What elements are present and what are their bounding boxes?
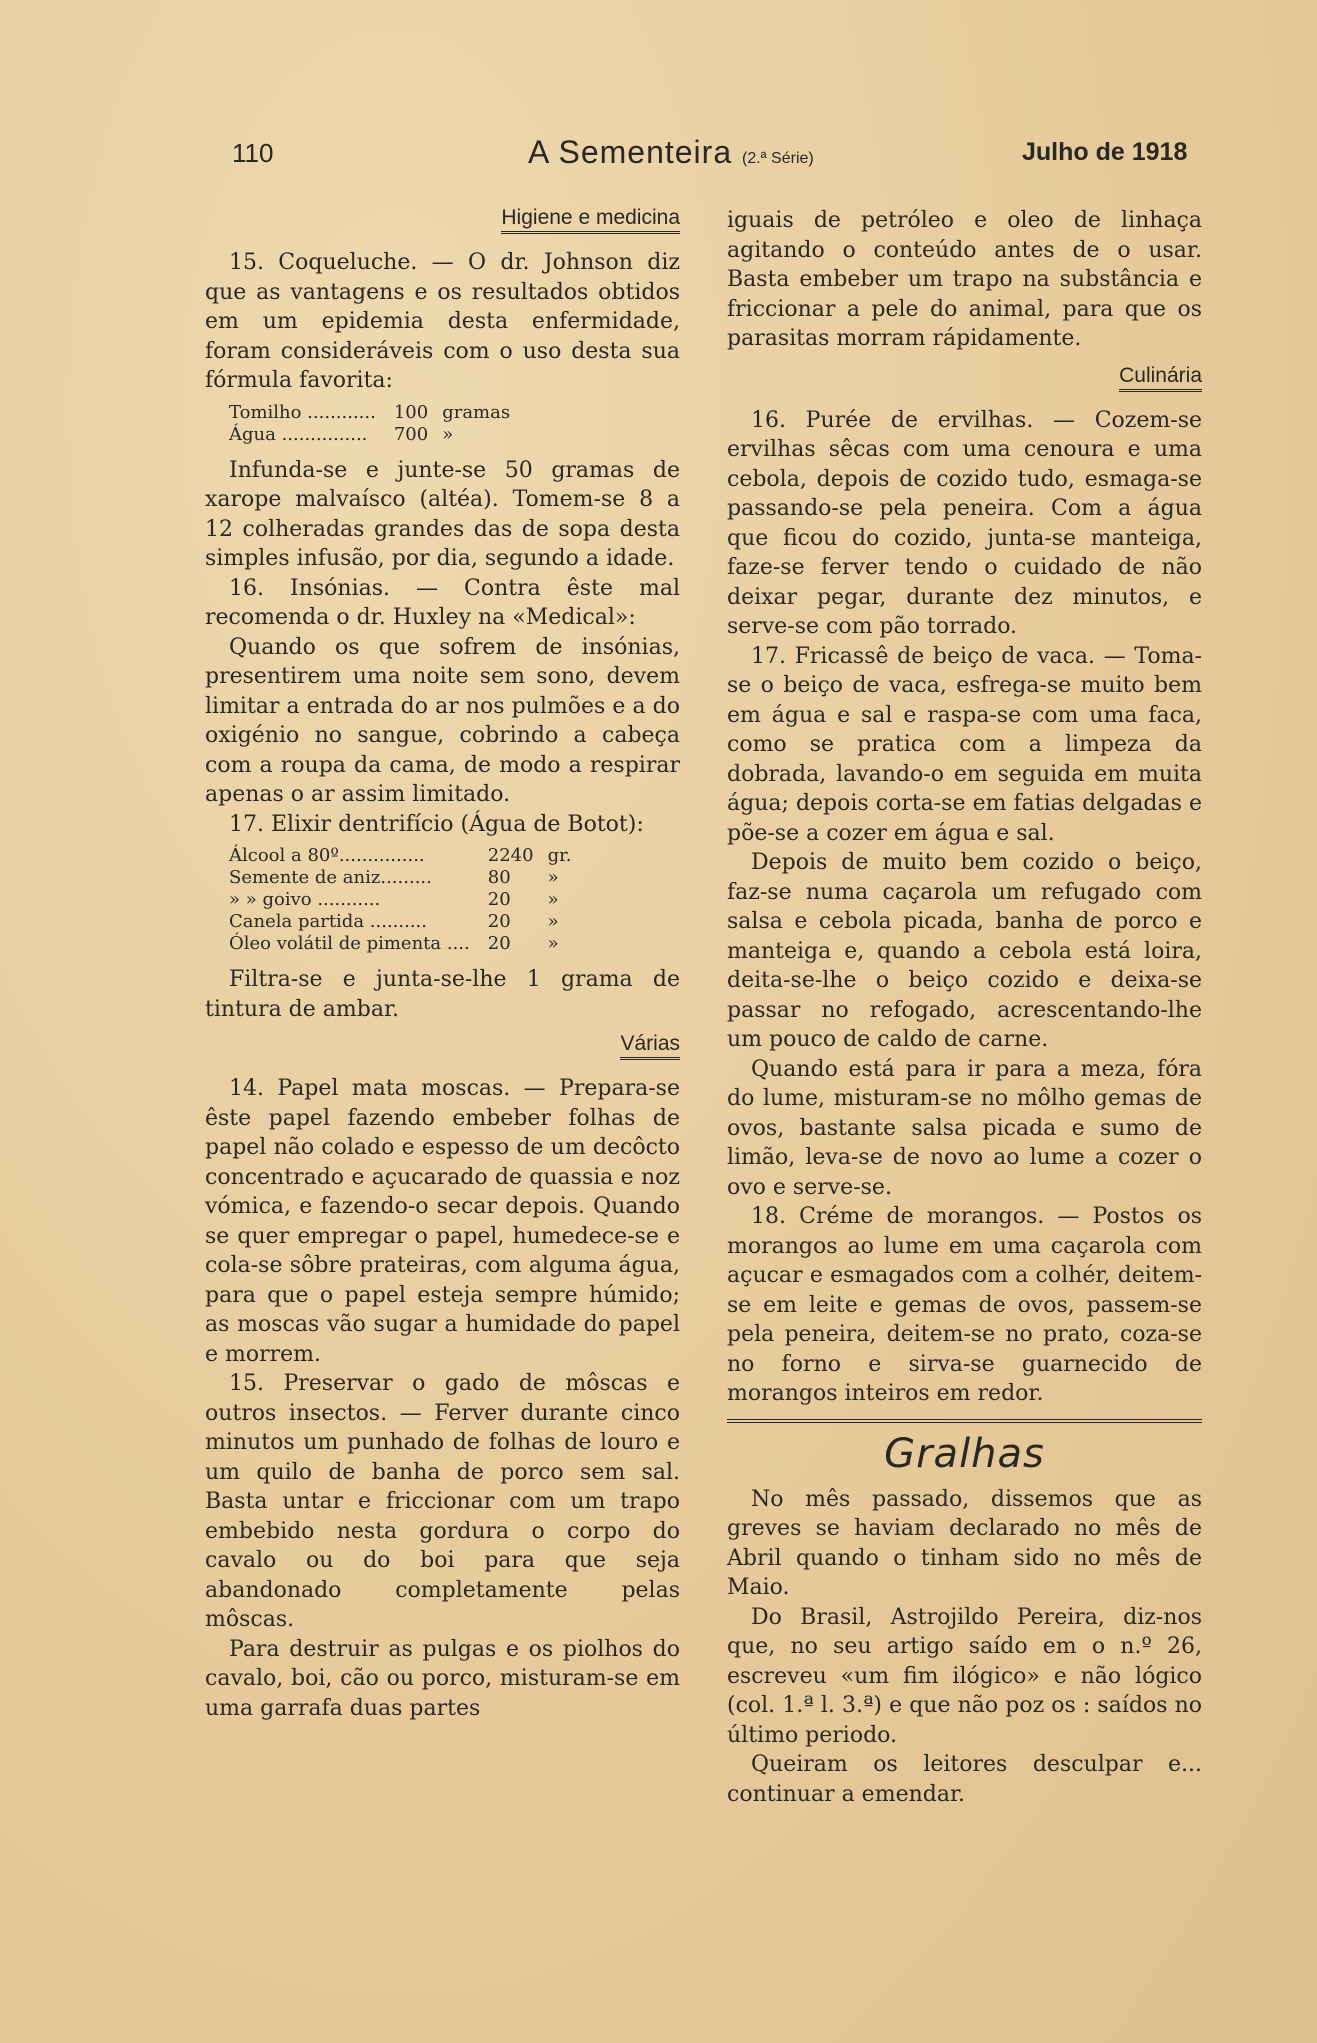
section-heading-varias: Várias	[205, 1032, 680, 1060]
left-column	[205, 206, 680, 1723]
paragraph: 15. Coqueluche. — O dr. Johnson diz que as vantagens e os resultados obtidos em um epidemia desta enfermidade, foram consideráveis com o uso desta sua fórmula favorita:	[205, 250, 680, 393]
paragraph: 16. Purée de ervilhas. — Cozem-se ervilhas sêcas com uma cenoura e uma cebola, depois de cozido tudo, esmaga-se passando-se pela peneira. Com a água que ficou do cozido, junta-se manteiga, faze-se ferver tendo o cuidado de não deixar pegar, durante dez minutos, e serve-se com pão torrado.	[727, 407, 1202, 639]
paragraph: Queiram os leitores desculpar e... continuar a emendar.	[727, 1752, 1202, 1807]
paragraph: Filtra-se e junta-se-lhe 1 grama de tintura de ambar.	[205, 967, 680, 1022]
issue-date: Julho de 1918	[1022, 138, 1188, 166]
recipe-row: Álcool a 80º............... 2240 gr.	[229, 845, 572, 866]
paragraph: 15. Preservar o gado de môscas e outros insectos. — Ferver durante cinco minutos um punhado de folhas de louro e um quilo de banha de porco sem sal. Basta untar e friccionar com um trapo embebido nesta gordura o corpo do cavalo ou do boi para que seja abandonado completamente pelas môscas.	[205, 1371, 680, 1632]
paragraph: Infunda-se e junte-se 50 gramas de xarope malvaísco (altéa). Tomem-se 8 a 12 colheradas grandes das de sopa desta simples infusão, por dia, segundo a idade.	[205, 457, 680, 571]
recipe-row: Água ............... 700 »	[229, 423, 454, 445]
recipe-row: » » goivo ........... 20 »	[229, 889, 559, 910]
recipe-row: Semente de aniz......... 80 »	[229, 867, 559, 888]
section-heading-culinaria: Culinária	[727, 364, 1202, 392]
journal-title-text: A Sementeira	[528, 134, 733, 170]
section-divider	[727, 1419, 1202, 1423]
paragraph: 18. Créme de morangos. — Postos os morangos ao lume em uma caçarola com açucar e esmagados com a colhér, deitem-se em leite e gemas de ovos, passem-se pela peneira, deitem-se no prato, coza-se no forno e sirva-se guarnecido de morangos inteiros em redor.	[727, 1204, 1202, 1406]
paragraph: Quando está para ir para a meza, fóra do lume, misturam-se no môlho gemas de ovos, bastante salsa picada e sumo de limão, leva-se de novo ao lume a cozer o ovo e serve-se.	[727, 1056, 1202, 1200]
section-heading-higiene: Higiene e medicina	[205, 206, 680, 234]
recipe-row: Tomilho ............ 100 gramas	[229, 401, 511, 423]
recipe-row: Óleo volátil de pimenta .... 20 »	[229, 933, 559, 954]
paragraph: 16. Insónias. — Contra êste mal recomenda o dr. Huxley na «Medical»:	[205, 575, 680, 630]
recipe-table-1	[229, 402, 510, 446]
section-heading-gralhas: Gralhas	[884, 1430, 1045, 1477]
page-number: 110	[232, 138, 274, 168]
paragraph: Do Brasil, Astrojildo Pereira, diz-nos que, no seu artigo saído em o n.º 26, escreveu «um fim ilógico» e não lógico (col. 1.ª l. 3.ª) e que não poz os : saídos no último periodo.	[727, 1604, 1202, 1748]
paragraph: 17. Fricassê de beiço de vaca. — Toma-se o beiço de vaca, esfrega-se muito bem em água e sal e raspa-se com uma faca, como se pratica com a limpeza da dobrada, lavando-o em seguida em muita água; depois corta-se em fatias delgadas e põe-se a cozer em água e sal.	[727, 643, 1202, 846]
journal-series: (2.ª Série)	[742, 150, 814, 167]
paragraph: Depois de muito bem cozido o beiço, faz-se numa caçarola um refugado com salsa e cebola picada, banha de porco e manteiga e, quando a cebola está loira, deita-se-lhe o beiço cozido e deixa-se passar no refogado, acrescentando-lhe um pouco de caldo de carne.	[727, 850, 1202, 1052]
recipe-row: Canela partida .......... 20 »	[229, 911, 559, 932]
paragraph: 14. Papel mata moscas. — Prepara-se êste papel fazendo embeber folhas de papel não colado e espesso de um decôcto concentrado e açucarado de quassia e noz vómica, e fazendo-o secar depois. Quando se quer empregar o papel, humedece-se e cola-se sôbre prateiras, com alguma água, para que o papel esteja sempre húmido; as moscas vão sugar a humidade do papel e morrem.	[205, 1076, 680, 1367]
paragraph: iguais de petróleo e oleo de linhaça agitando o conteúdo antes de o usar. Basta embeber um trapo na substância e friccionar a pele do animal, para que os parasitas morram rápidamente.	[727, 208, 1202, 351]
paragraph: Para destruir as pulgas e os piolhos do cavalo, boi, cão ou porco, misturam-se em uma garrafa duas partes	[205, 1636, 680, 1721]
right-column	[727, 206, 1202, 1809]
page-header	[0, 134, 1317, 178]
paragraph: No mês passado, dissemos que as greves se haviam declarado no mês de Abril quando o tinham sido no mês de Maio.	[727, 1486, 1202, 1600]
recipe-table-2	[229, 845, 571, 955]
paragraph: Quando os que sofrem de insónias, presentirem uma noite sem sono, devem limitar a entrada do ar nos pulmões e a do oxigénio no sangue, cobrindo a cabeça com a roupa da cama, de modo a respirar apenas o ar assim limitado.	[205, 634, 680, 807]
paragraph: 17. Elixir dentrifício (Água de Botot):	[229, 811, 644, 837]
journal-title	[528, 134, 814, 171]
